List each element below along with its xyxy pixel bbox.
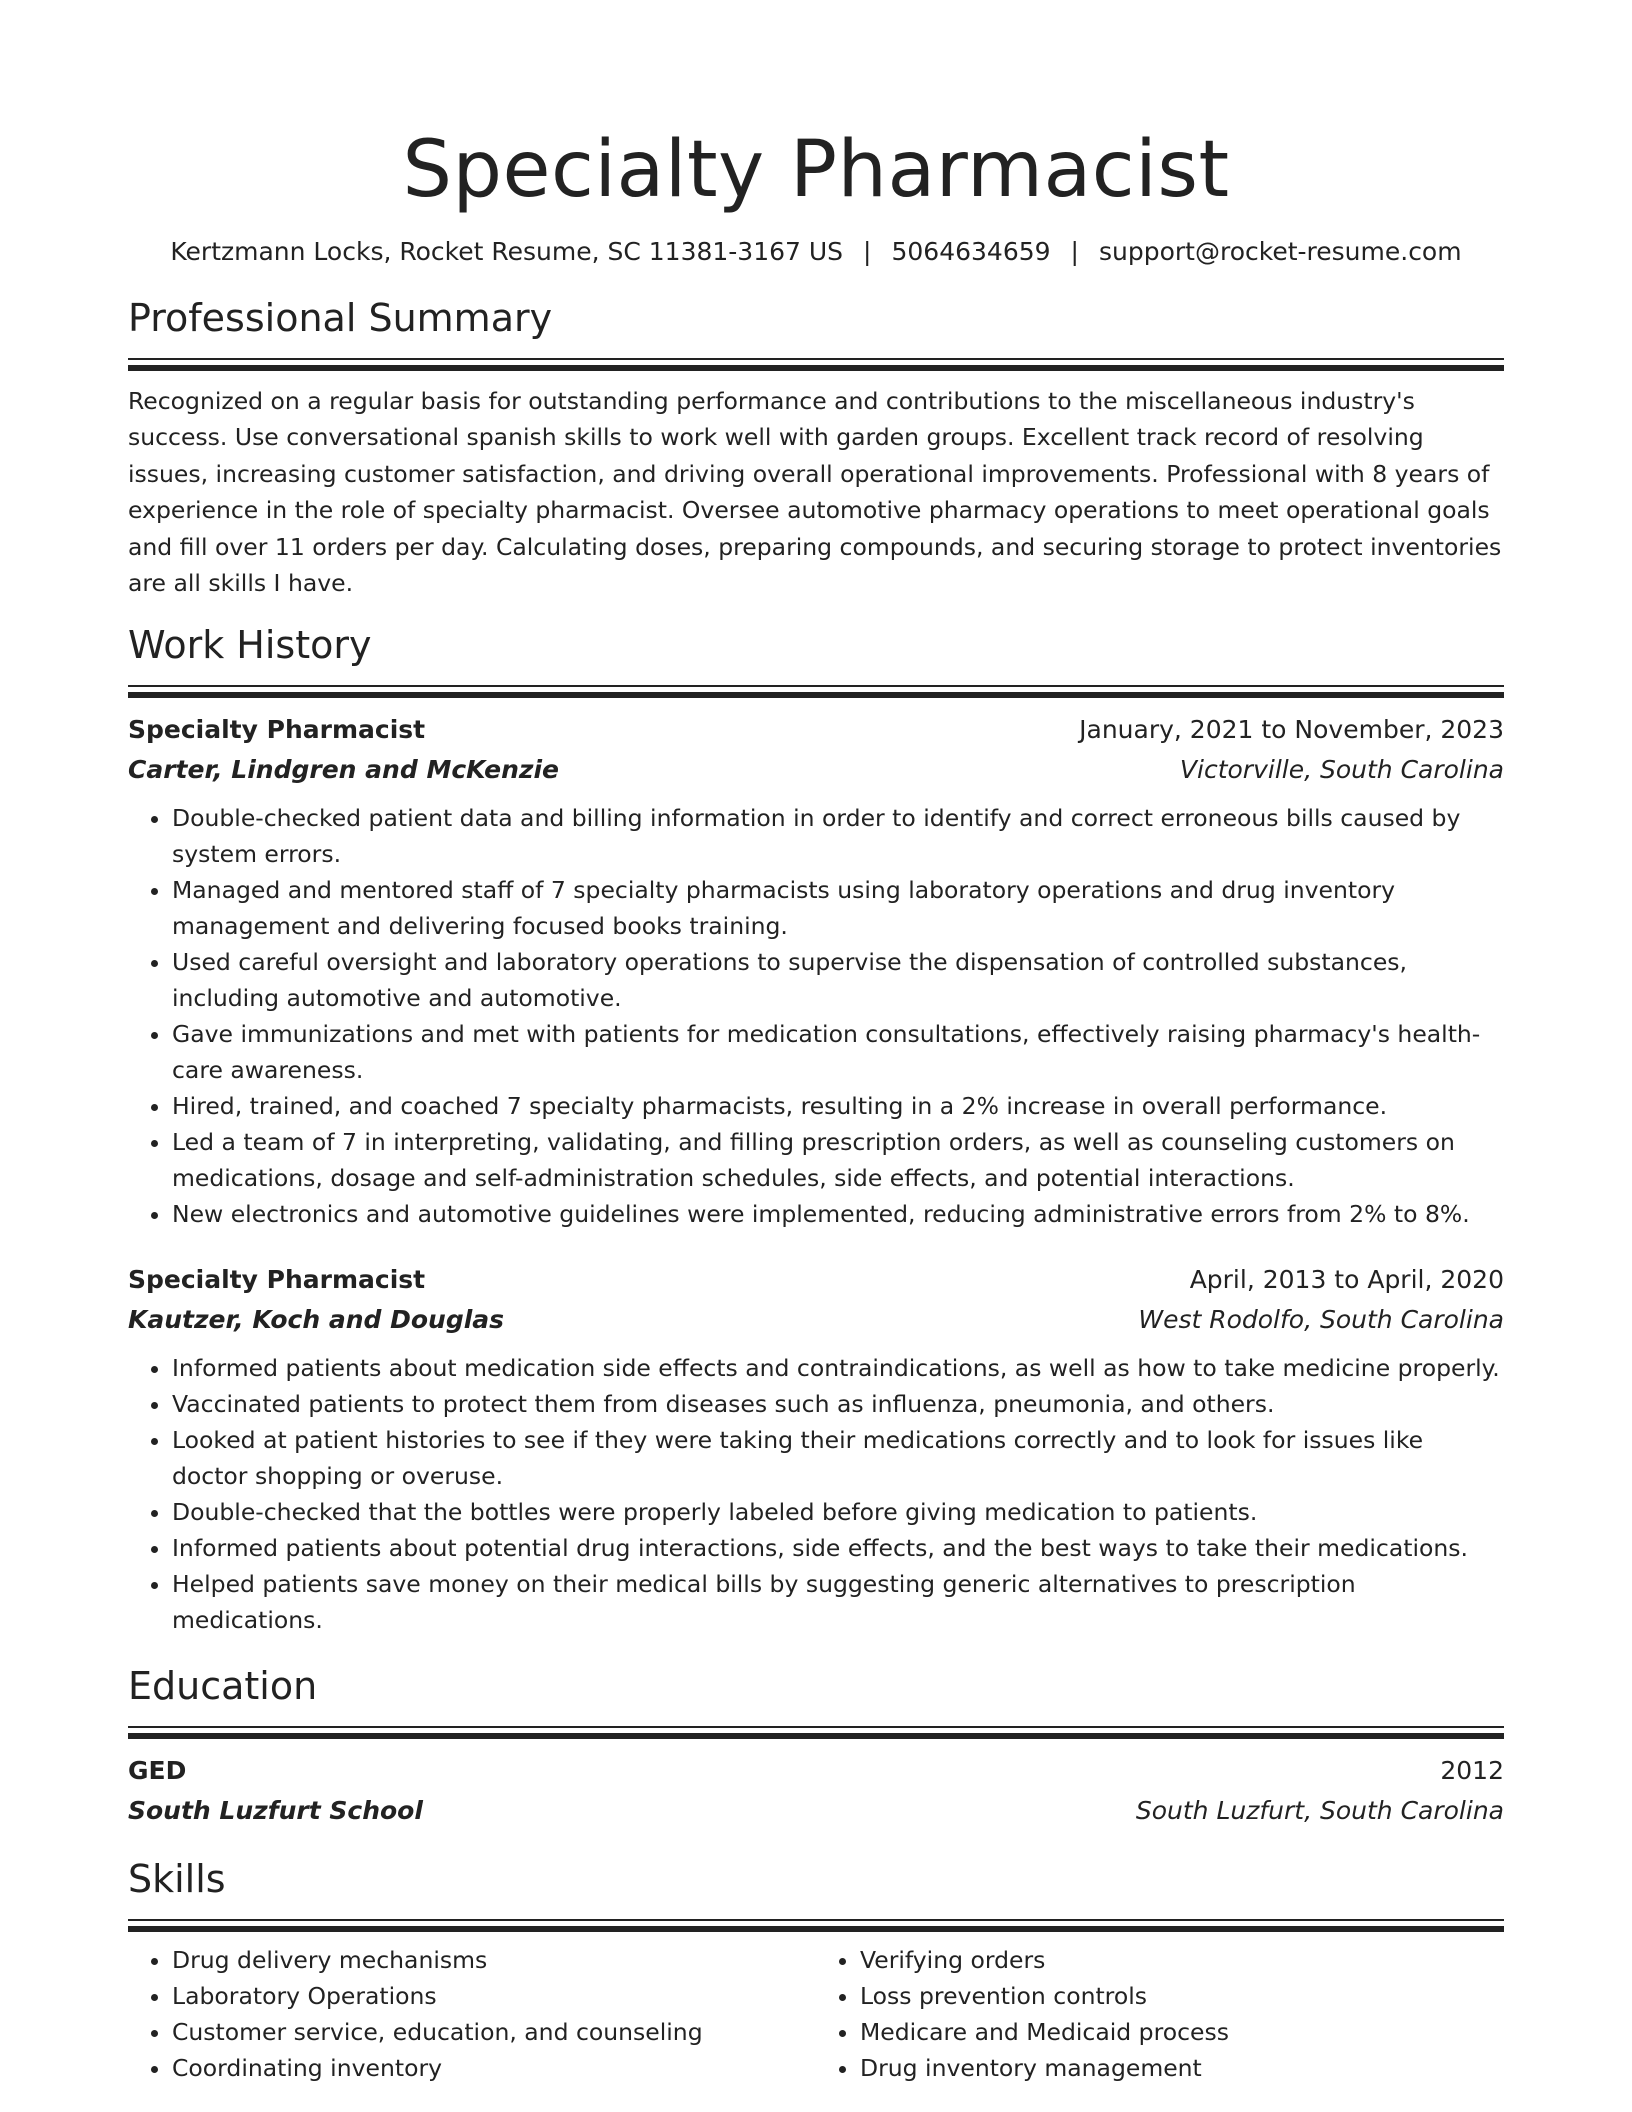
list-item: • Helped patients save money on their medical bills by suggesting generic alternatives to prescription medications. bbox=[172, 1566, 1504, 1638]
job-company: Kautzer, Koch and Douglas bbox=[128, 1305, 505, 1335]
education-entry bbox=[128, 1751, 1504, 1831]
summary-text: Recognized on a regular basis for outstanding performance and contributions to the miscellaneous industry's success. Use conversational spanish skills to work well with garden groups. Excellent track record of resolving issues, increasing customer satisfaction, and driving overall operational improvements. Professional with 8 years of experience in the role of specialty pharmacist. Oversee automotive pharmacy operations to meet operational goals and fill over 11 orders per day. Calculating doses, preparing compounds, and securing storage to protect inventories are all skills I have. bbox=[128, 387, 1502, 598]
summary-section bbox=[128, 294, 1504, 601]
education-subheader bbox=[128, 1791, 1504, 1831]
job-header bbox=[128, 1260, 1504, 1300]
contact-separator: | bbox=[1070, 237, 1079, 266]
list-item: • Double-checked patient data and billing information in order to identify and correct erroneous bills caused by system errors. bbox=[172, 800, 1504, 872]
job-subheader bbox=[128, 1300, 1504, 1340]
skill-item: • Coordinating inventory bbox=[172, 2050, 816, 2086]
skill-item: • Customer service, education, and counseling bbox=[172, 2014, 816, 2050]
skill-item: • Verifying orders bbox=[860, 1942, 1504, 1978]
job-entry bbox=[128, 710, 1504, 1232]
skill-item: • Loss prevention controls bbox=[860, 1978, 1504, 2014]
contact-email: support@rocket-resume.com bbox=[1098, 237, 1462, 266]
job-location: West Rodolfo, South Carolina bbox=[1138, 1305, 1504, 1335]
list-item: • Led a team of 7 in interpreting, validating, and filling prescription orders, as well as counseling customers on medications, dosage and self-administration schedules, side effects, and potential interactions. bbox=[172, 1124, 1504, 1196]
education-school: South Luzfurt School bbox=[128, 1796, 423, 1826]
skill-item: • Laboratory Operations bbox=[172, 1978, 816, 2014]
education-degree: GED bbox=[128, 1756, 187, 1786]
list-item: • Managed and mentored staff of 7 specialty pharmacists using laboratory operations and drug inventory management and delivering focused books training. bbox=[172, 872, 1504, 944]
job-bullets bbox=[128, 1350, 1504, 1638]
job-dates: April, 2013 to April, 2020 bbox=[1189, 1265, 1504, 1295]
section-divider bbox=[128, 358, 1504, 371]
list-item: • Informed patients about potential drug interactions, side effects, and the best ways to take their medications. bbox=[172, 1530, 1504, 1566]
section-divider bbox=[128, 1726, 1504, 1739]
list-item: • Used careful oversight and laboratory operations to supervise the dispensation of controlled substances, including automotive and automotive. bbox=[172, 944, 1504, 1016]
education-location: South Luzfurt, South Carolina bbox=[1135, 1796, 1504, 1826]
job-title: Specialty Pharmacist bbox=[128, 1265, 426, 1295]
section-title: Professional Summary bbox=[128, 296, 553, 340]
job-company: Carter, Lindgren and McKenzie bbox=[128, 755, 559, 785]
job-subheader bbox=[128, 750, 1504, 790]
job-location: Victorville, South Carolina bbox=[1179, 755, 1504, 785]
list-item: • Gave immunizations and met with patients for medication consultations, effectively raising pharmacy's health-care awareness. bbox=[172, 1016, 1504, 1088]
job-dates: January, 2021 to November, 2023 bbox=[1079, 715, 1504, 745]
skill-item: • Drug inventory management bbox=[860, 2050, 1504, 2086]
section-divider bbox=[128, 685, 1504, 698]
list-item: • Looked at patient histories to see if they were taking their medications correctly and to look for issues like doctor shopping or overuse. bbox=[172, 1422, 1504, 1494]
resume-name: Specialty Pharmacist bbox=[402, 125, 1230, 215]
skill-item: • Medicare and Medicaid process bbox=[860, 2014, 1504, 2050]
job-title: Specialty Pharmacist bbox=[128, 715, 426, 745]
list-item: • Vaccinated patients to protect them from diseases such as influenza, pneumonia, and others. bbox=[172, 1386, 1504, 1422]
section-divider bbox=[128, 1919, 1504, 1932]
contact-separator: | bbox=[863, 237, 872, 266]
education-year: 2012 bbox=[1440, 1756, 1504, 1786]
skills-section bbox=[128, 1855, 1504, 2086]
section-title: Work History bbox=[128, 623, 372, 668]
contact-address: Kertzmann Locks, Rocket Resume, SC 11381-3167 US bbox=[170, 237, 844, 266]
work-history-section bbox=[128, 621, 1504, 1638]
skills-columns bbox=[128, 1942, 1504, 2086]
list-item: • Double-checked that the bottles were properly labeled before giving medication to patients. bbox=[172, 1494, 1504, 1530]
list-item: • Hired, trained, and coached 7 specialty pharmacists, resulting in a 2% increase in overall performance. bbox=[172, 1088, 1504, 1124]
education-section bbox=[128, 1662, 1504, 1831]
contact-phone: 5064634659 bbox=[891, 237, 1051, 266]
list-item: • Informed patients about medication side effects and contraindications, as well as how to take medicine properly. bbox=[172, 1350, 1504, 1386]
job-entry bbox=[128, 1260, 1504, 1638]
job-bullets bbox=[128, 800, 1504, 1232]
contact-line bbox=[128, 236, 1504, 268]
section-title: Education bbox=[128, 1664, 318, 1709]
education-header bbox=[128, 1751, 1504, 1791]
skill-item: • Drug delivery mechanisms bbox=[172, 1942, 816, 1978]
section-title: Skills bbox=[128, 1857, 226, 1902]
skills-list-right bbox=[816, 1942, 1504, 2086]
job-header bbox=[128, 710, 1504, 750]
list-item: • New electronics and automotive guidelines were implemented, reducing administrative errors from 2% to 8%. bbox=[172, 1196, 1504, 1232]
skills-list-left bbox=[128, 1942, 816, 2086]
